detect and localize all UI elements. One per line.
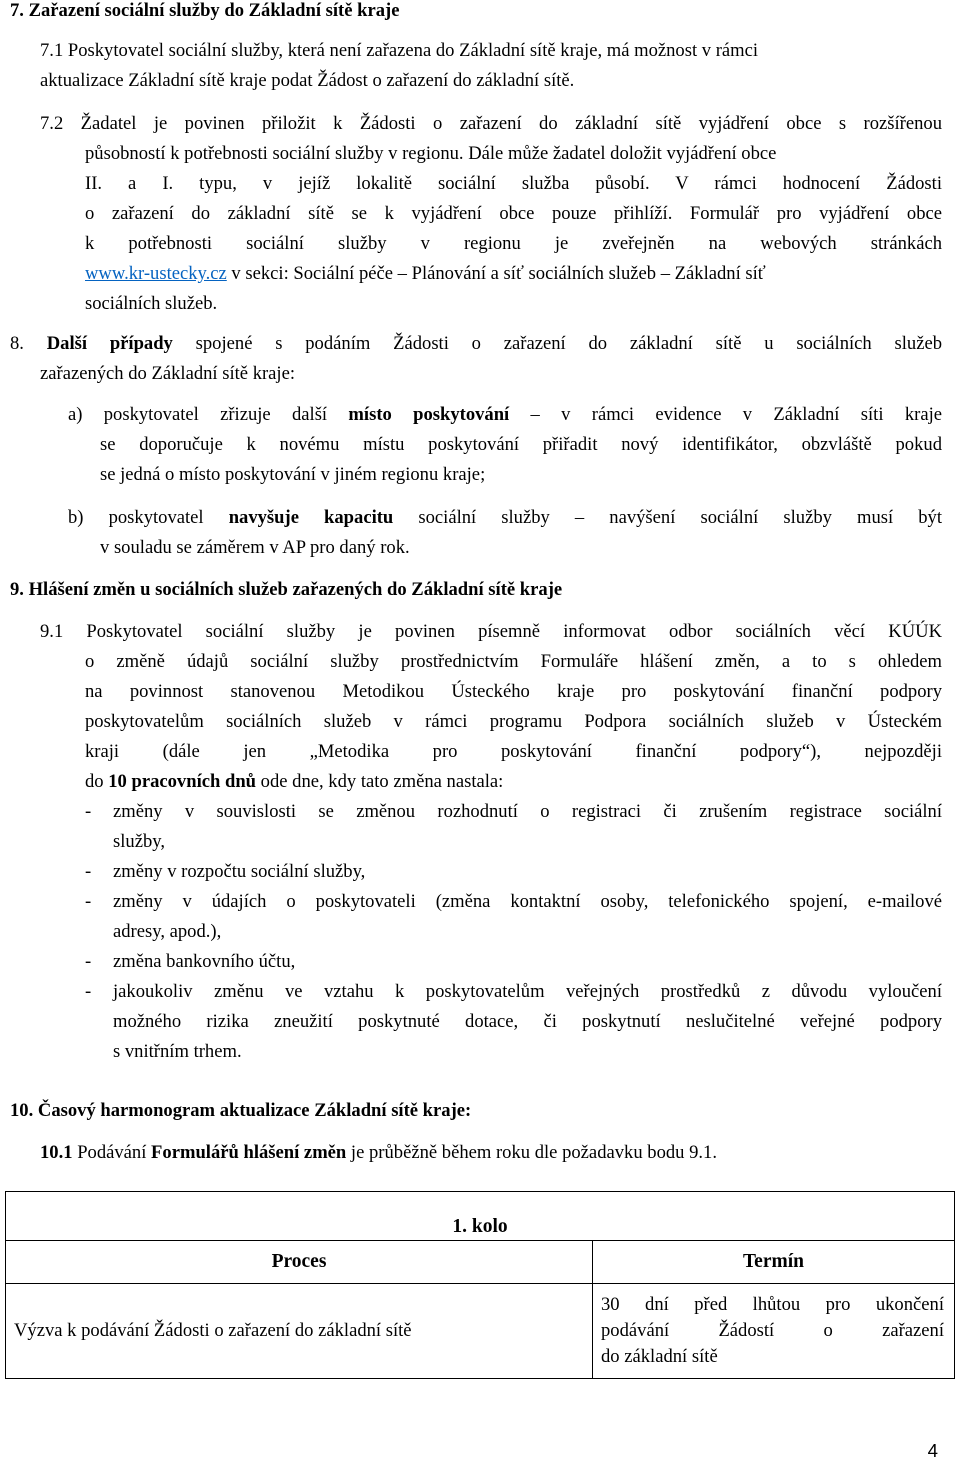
- section-8-intro-line: 8. Další případy spojené s podáním Žádosti o zařazení do základní sítě u sociálních služeb: [10, 333, 942, 354]
- paragraph-9-1-line: na povinnost stanovenou Metodikou Ústeckého kraje pro poskytování finanční podpory: [85, 681, 942, 702]
- section-9-heading: 9. Hlášení změn u sociálních služeb zařazených do Základní sítě kraje: [10, 579, 563, 600]
- paragraph-9-1-line: 9.1 Poskytovatel sociální služby je povinen písemně informovat odbor sociálních věcí KÚÚK: [40, 621, 942, 642]
- list-item-line: změny v rozpočtu sociální služby,: [113, 861, 366, 882]
- deadline-bold: 10 pracovních dnů: [108, 771, 257, 792]
- column-header-process: Proces: [6, 1241, 593, 1284]
- item-b-bold-term: navyšuje: [228, 507, 299, 528]
- item-a-line: a) poskytovatel zřizuje další místo poskytování – v rámci evidence v Základní síti kraje: [68, 404, 942, 425]
- paragraph-7-2-line: k potřebnosti sociální služby v regionu je zveřejněn na webových stránkách: [85, 233, 942, 254]
- paragraph-7-2-line: II. a I. typu, v jejíž lokalitě sociální služba působí. V rámci hodnocení Žádosti: [85, 173, 942, 194]
- list-item-line: adresy, apod.),: [113, 921, 222, 942]
- section-7-heading: 7. Zařazení sociální služby do Základní sítě kraje: [10, 0, 400, 21]
- table-cell-process: Výzva k podávání Žádosti o zařazení do základní sítě: [6, 1284, 593, 1379]
- list-dash: -: [85, 981, 92, 1002]
- section-10-heading: 10. Časový harmonogram aktualizace Základní sítě kraje:: [10, 1100, 472, 1121]
- link-context-text: v sekci: Sociální péče – Plánování a síť sociálních služeb – Základní síť: [226, 263, 766, 284]
- paragraph-10-1: 10.1 Podávání Formulářů hlášení změn je průběžně během roku dle požadavku bodu 9.1.: [40, 1142, 718, 1163]
- section-8-intro-line: zařazených do Základní sítě kraje:: [40, 363, 296, 384]
- list-item-line: služby,: [113, 831, 165, 852]
- item-a-line: se doporučuje k novému místu poskytování přiřadit nový identifikátor, obzvláště pokud: [100, 434, 942, 455]
- list-item-line: změny v údajích o poskytovateli (změna kontaktní osoby, telefonického spojení, e-mailové: [113, 891, 942, 912]
- item-a-bold-term: místo poskytování: [348, 404, 510, 425]
- deadline-line: podávání Žádostí o zařazení: [601, 1320, 944, 1341]
- round-header: 1. kolo: [6, 1192, 955, 1241]
- page-number: 4: [927, 1440, 938, 1461]
- paragraph-7-2-line: působností k potřebnosti sociální služby v regionu. Dále může žadatel doložit vyjádření obce: [85, 143, 777, 164]
- website-link[interactable]: www.kr-ustecky.cz: [85, 263, 227, 284]
- forms-bold-term: Formulářů hlášení změn: [151, 1142, 347, 1163]
- table-cell-deadline: [593, 1284, 955, 1379]
- paragraph-7-1-line: 7.1 Poskytovatel sociální služby, která není zařazena do Základní sítě kraje, má možnost v rámci: [40, 40, 759, 61]
- list-item-line: změny v souvislosti se změnou rozhodnutí o registraci či zrušením registrace sociální: [113, 801, 942, 822]
- item-b-bold-term: kapacitu: [324, 507, 394, 528]
- paragraph-9-1-line: kraji (dále jen „Metodika pro poskytování finanční podpory“), nejpozději: [85, 741, 942, 762]
- list-dash: -: [85, 861, 92, 882]
- section-8-bold-term: Další případy: [46, 333, 173, 354]
- schedule-table: [5, 1191, 955, 1379]
- paragraph-9-1-line: poskytovatelům sociálních služeb v rámci programu Podpora sociálních služeb v Ústeckém: [85, 711, 942, 732]
- paragraph-9-1-line: o změně údajů sociální služby prostřednictvím Formuláře hlášení změn, a to s ohledem: [85, 651, 942, 672]
- list-item-line: změna bankovního účtu,: [113, 951, 296, 972]
- list-item-line: s vnitřním trhem.: [113, 1041, 242, 1062]
- paragraph-7-2-line: sociálních služeb.: [85, 293, 218, 314]
- list-item-line: možného rizika zneužití poskytnuté dotace, či poskytnutí neslučitelné veřejné podpory: [113, 1011, 942, 1032]
- paragraph-7-2-line: 7.2 Žadatel je povinen přiložit k Žádosti o zařazení do základní sítě vyjádření obce s rozšířenou: [40, 113, 942, 134]
- column-header-deadline: Termín: [593, 1241, 955, 1284]
- list-dash: -: [85, 951, 92, 972]
- list-dash: -: [85, 801, 92, 822]
- paragraph-7-1-line: aktualizace Základní sítě kraje podat Žádost o zařazení do základní sítě.: [40, 70, 575, 91]
- item-b-line: v souladu se záměrem v AP pro daný rok.: [100, 537, 410, 558]
- list-dash: -: [85, 891, 92, 912]
- deadline-line: do základní sítě: [601, 1346, 718, 1367]
- paragraph-9-1-line: do 10 pracovních dnů ode dne, kdy tato změna nastala:: [85, 771, 504, 792]
- list-item-line: jakoukoliv změnu ve vztahu k poskytovatelům veřejných prostředků z důvodu vyloučení: [113, 981, 942, 1002]
- paragraph-7-2-link-line: [85, 263, 766, 285]
- paragraph-7-2-line: o zařazení do základní sítě se k vyjádření obce pouze přihlíží. Formulář pro vyjádření obce: [85, 203, 942, 224]
- item-b-line: b) poskytovatel navyšuje kapacitu sociální služby – navýšení sociální služby musí být: [68, 507, 943, 528]
- deadline-line: 30 dní před lhůtou pro ukončení: [601, 1294, 944, 1315]
- item-a-line: se jedná o místo poskytování v jiném regionu kraje;: [100, 464, 486, 485]
